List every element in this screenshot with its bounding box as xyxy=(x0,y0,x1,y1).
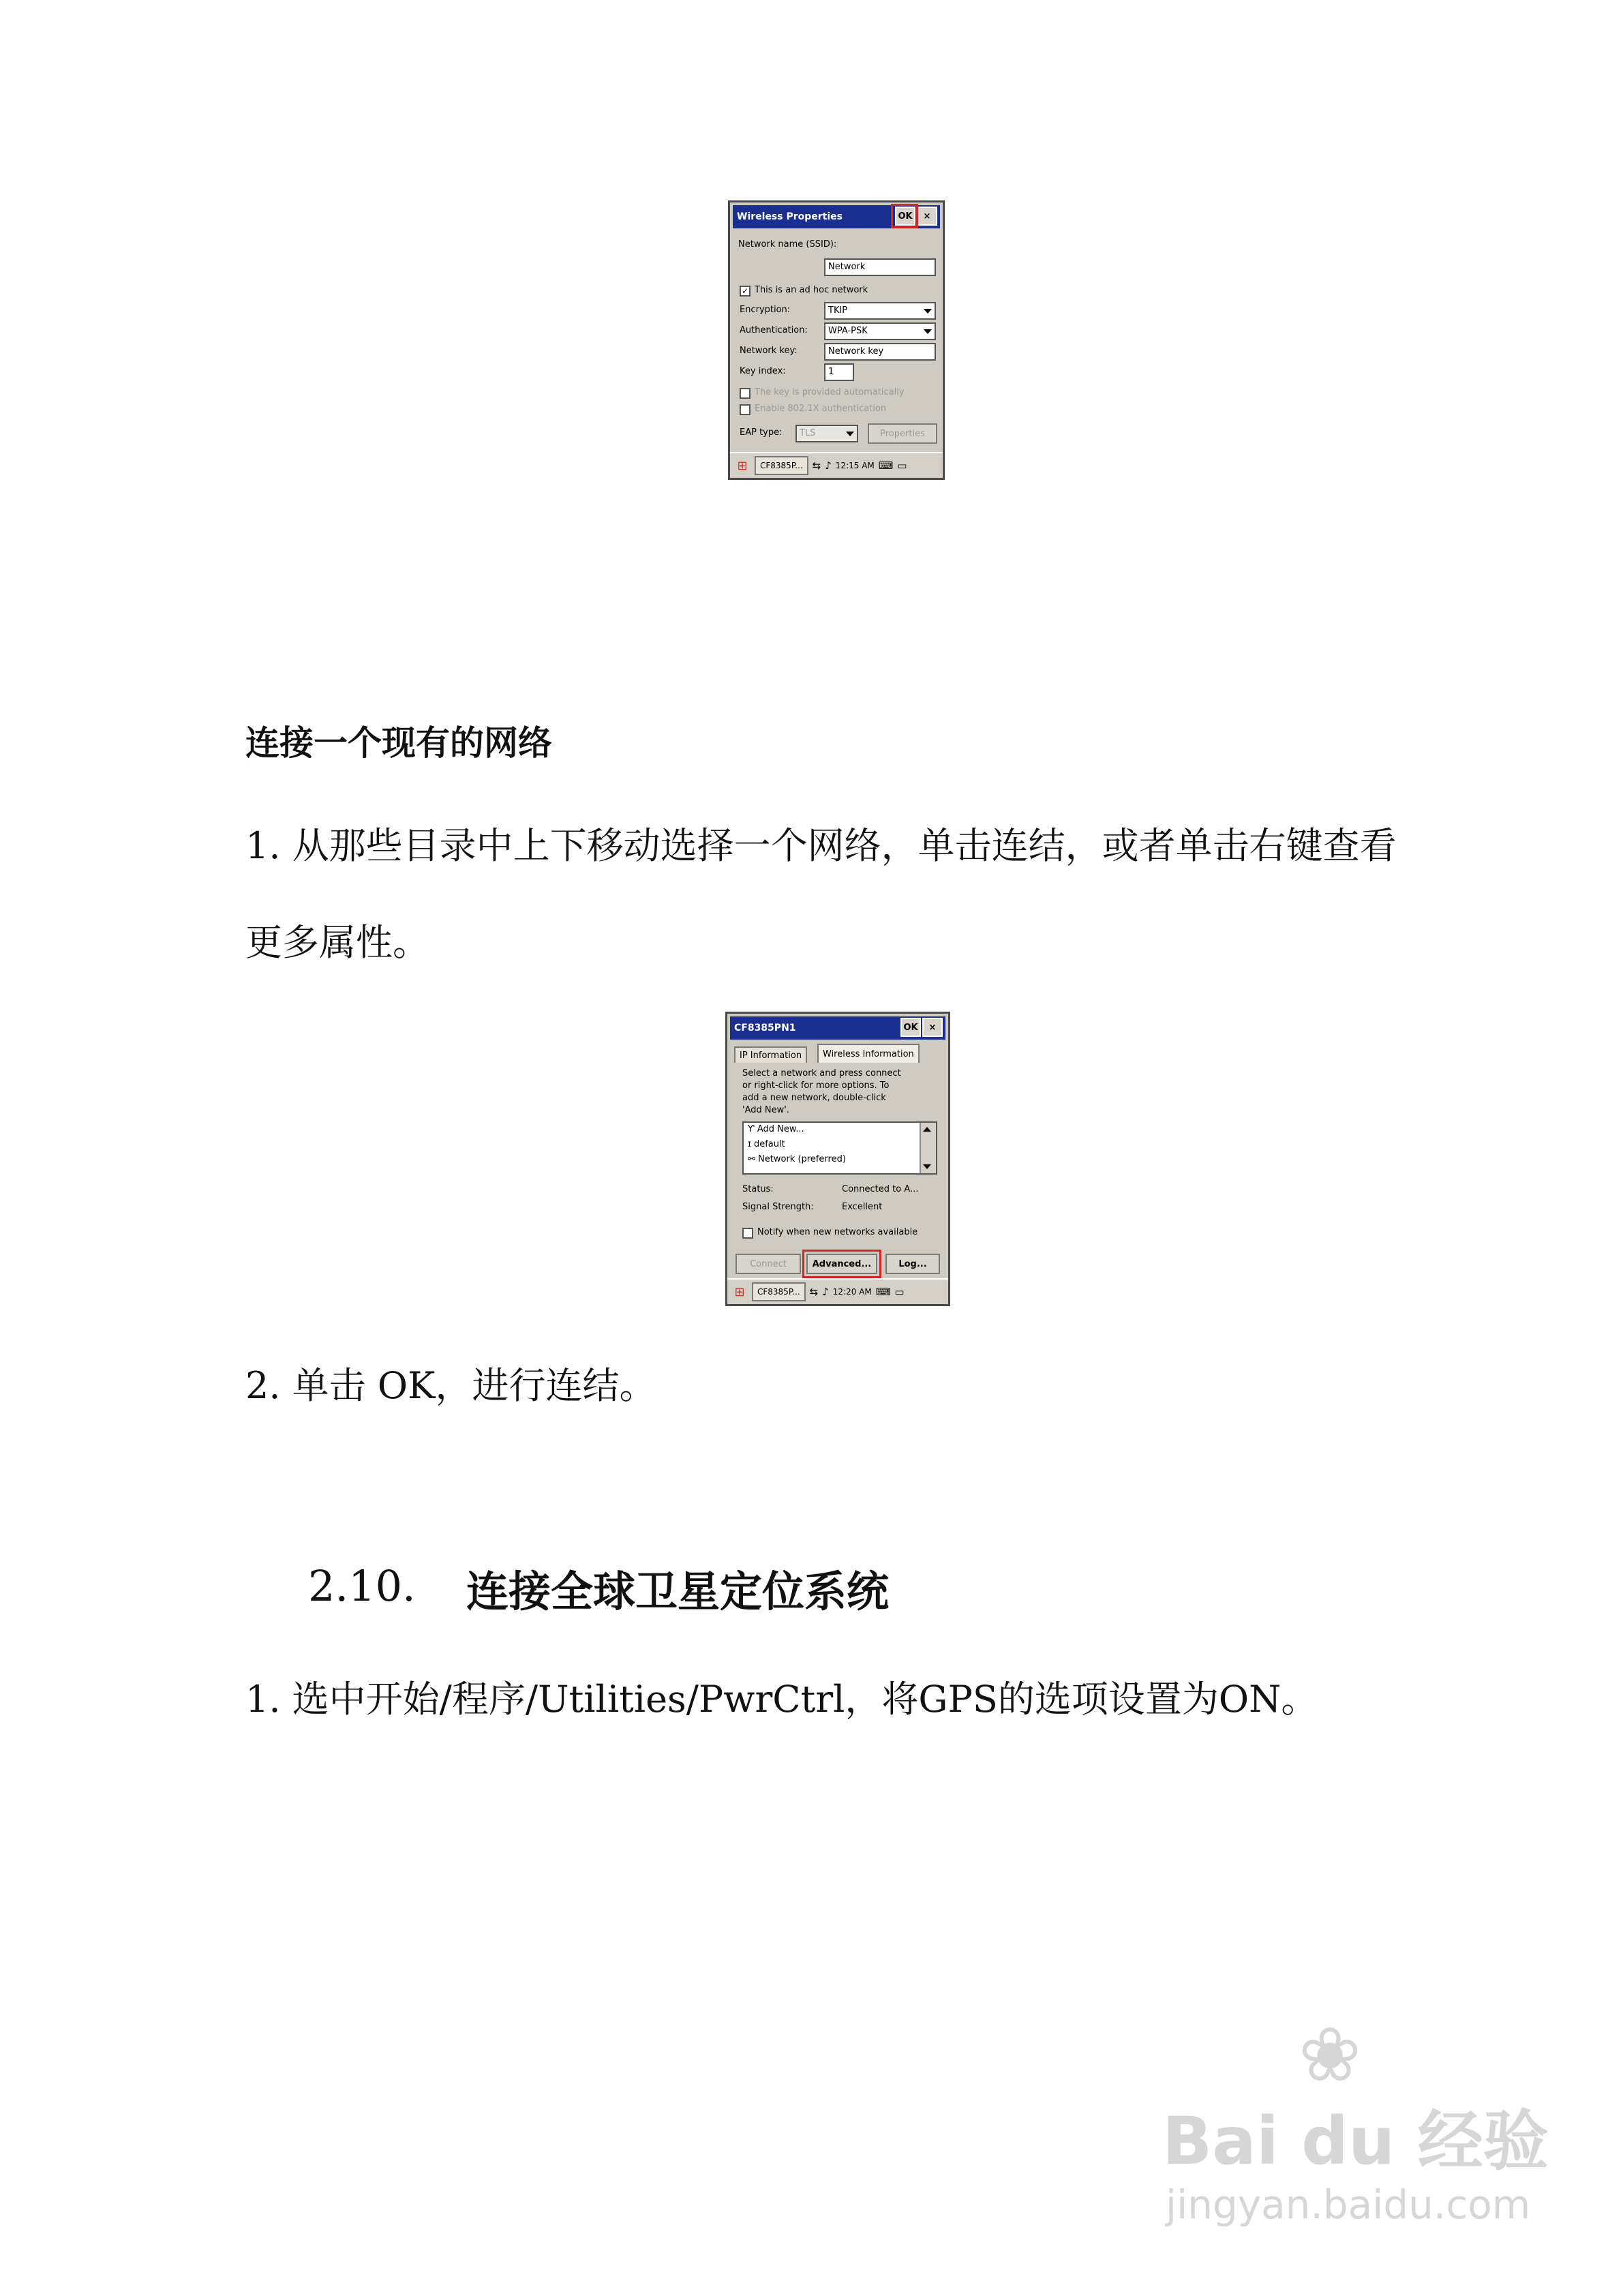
tab-ip-information[interactable]: IP Information xyxy=(734,1046,807,1063)
scroll-down-icon[interactable] xyxy=(923,1164,931,1169)
subheading: 连接一个现有的网络 xyxy=(245,723,552,763)
properties-button[interactable]: Properties xyxy=(868,423,937,444)
advanced-button[interactable]: Advanced... xyxy=(806,1254,877,1274)
watermark-brand: Bai du 经验 xyxy=(1162,2103,1549,2179)
taskbar-item[interactable]: CF8385P... xyxy=(755,456,808,475)
start-icon[interactable]: ⊞ xyxy=(737,458,748,473)
window-title: Wireless Properties xyxy=(733,205,940,228)
encryption-dropdown[interactable]: TKIP xyxy=(824,302,936,320)
close-button[interactable]: × xyxy=(922,1018,943,1037)
connected-network-icon: ⚯ xyxy=(748,1154,759,1164)
advanced-highlight xyxy=(802,1250,881,1278)
ok-highlight xyxy=(891,204,918,228)
log-button[interactable]: Log... xyxy=(885,1254,940,1274)
keyboard-icon[interactable]: ⌨ xyxy=(878,459,894,472)
close-button[interactable]: × xyxy=(917,207,937,226)
instruction-line: or right-click for more options. To xyxy=(742,1081,890,1091)
notify-checkbox[interactable] xyxy=(742,1228,753,1239)
network-key-field[interactable]: Network key xyxy=(824,343,936,361)
step1-text-line1: 1. 从那些目录中上下移动选择一个网络，单击连结，或者单击右键查看 xyxy=(245,824,1397,867)
status-label: Status: xyxy=(742,1184,774,1194)
step2-text: 2. 单击 OK，进行连结。 xyxy=(245,1364,656,1407)
tab-wireless-information[interactable]: Wireless Information xyxy=(817,1044,920,1063)
ssid-label: Network name (SSID): xyxy=(738,239,837,250)
instruction-line: 'Add New'. xyxy=(742,1105,789,1115)
desktop-icon[interactable]: ▭ xyxy=(894,1286,905,1298)
antenna-icon: ɪ xyxy=(748,1139,754,1149)
key-index-field[interactable]: 1 xyxy=(824,363,854,381)
scrollbar[interactable] xyxy=(920,1123,936,1173)
taskbar-item[interactable]: CF8385P... xyxy=(752,1282,806,1301)
instruction-line: Select a network and press connect xyxy=(742,1068,901,1078)
authentication-label: Authentication: xyxy=(740,325,808,335)
start-icon[interactable]: ⊞ xyxy=(734,1284,745,1299)
taskbar xyxy=(730,452,943,478)
enable-8021x-checkbox[interactable] xyxy=(740,404,750,415)
speaker-icon[interactable]: ♪ xyxy=(825,459,832,472)
eap-type-label: EAP type: xyxy=(740,427,783,438)
baidu-paw-icon: ❀ xyxy=(1299,2011,1362,2098)
chevron-down-icon xyxy=(846,432,854,436)
authentication-dropdown[interactable]: WPA-PSK xyxy=(824,322,936,340)
keyboard-icon[interactable]: ⌨ xyxy=(875,1286,891,1298)
step1-text-line2: 更多属性。 xyxy=(245,921,429,964)
auto-key-checkbox[interactable] xyxy=(740,388,750,399)
instruction-line: add a new network, double-click xyxy=(742,1093,886,1103)
ssid-field[interactable]: Network xyxy=(824,258,936,276)
list-item[interactable]: ɪ default xyxy=(748,1139,785,1149)
desktop-icon[interactable]: ▭ xyxy=(897,459,907,472)
ok-button[interactable]: OK xyxy=(895,207,915,226)
wireless-information-screenshot xyxy=(725,1012,950,1306)
status-value: Connected to A... xyxy=(842,1184,919,1194)
adhoc-label: This is an ad hoc network xyxy=(755,285,868,295)
network-list[interactable] xyxy=(742,1121,937,1175)
connect-button[interactable]: Connect xyxy=(735,1254,801,1274)
signal-strength-label: Signal Strength: xyxy=(742,1202,814,1212)
step3-text: 1. 选中开始/程序/Utilities/PwrCtrl，将GPS的选项设置为ON。 xyxy=(245,1678,1318,1721)
signal-strength-value: Excellent xyxy=(842,1202,883,1212)
eap-type-dropdown[interactable]: TLS xyxy=(795,425,858,442)
list-item[interactable]: ⚯ Network (preferred) xyxy=(748,1154,846,1164)
network-icon[interactable]: ⇆ xyxy=(812,459,821,472)
antenna-icon: Ƴ xyxy=(748,1124,757,1134)
scroll-up-icon[interactable] xyxy=(923,1127,931,1132)
key-index-label: Key index: xyxy=(740,366,786,376)
adhoc-checkbox[interactable]: ✓ xyxy=(740,286,750,297)
clock: 12:20 AM xyxy=(832,1287,872,1297)
taskbar xyxy=(727,1278,948,1304)
chevron-down-icon xyxy=(924,309,932,314)
auto-key-label: The key is provided automatically xyxy=(755,387,905,397)
section-number: 2.10. xyxy=(308,1561,416,1611)
ok-button[interactable]: OK xyxy=(900,1018,921,1037)
section-title: 连接全球卫星定位系统 xyxy=(466,1567,890,1616)
chevron-down-icon xyxy=(924,329,932,334)
clock: 12:15 AM xyxy=(835,461,875,470)
network-icon[interactable]: ⇆ xyxy=(809,1286,819,1298)
list-item[interactable]: Ƴ Add New... xyxy=(748,1124,804,1134)
notify-label: Notify when new networks available xyxy=(757,1227,918,1237)
enable-8021x-label: Enable 802.1X authentication xyxy=(755,404,887,414)
watermark-url: jingyan.baidu.com xyxy=(1166,2181,1531,2228)
window-title: CF8385PN1 xyxy=(730,1016,945,1040)
wireless-properties-screenshot xyxy=(728,200,945,480)
network-key-label: Network key: xyxy=(740,346,798,356)
encryption-label: Encryption: xyxy=(740,305,791,315)
speaker-icon[interactable]: ♪ xyxy=(822,1286,829,1298)
